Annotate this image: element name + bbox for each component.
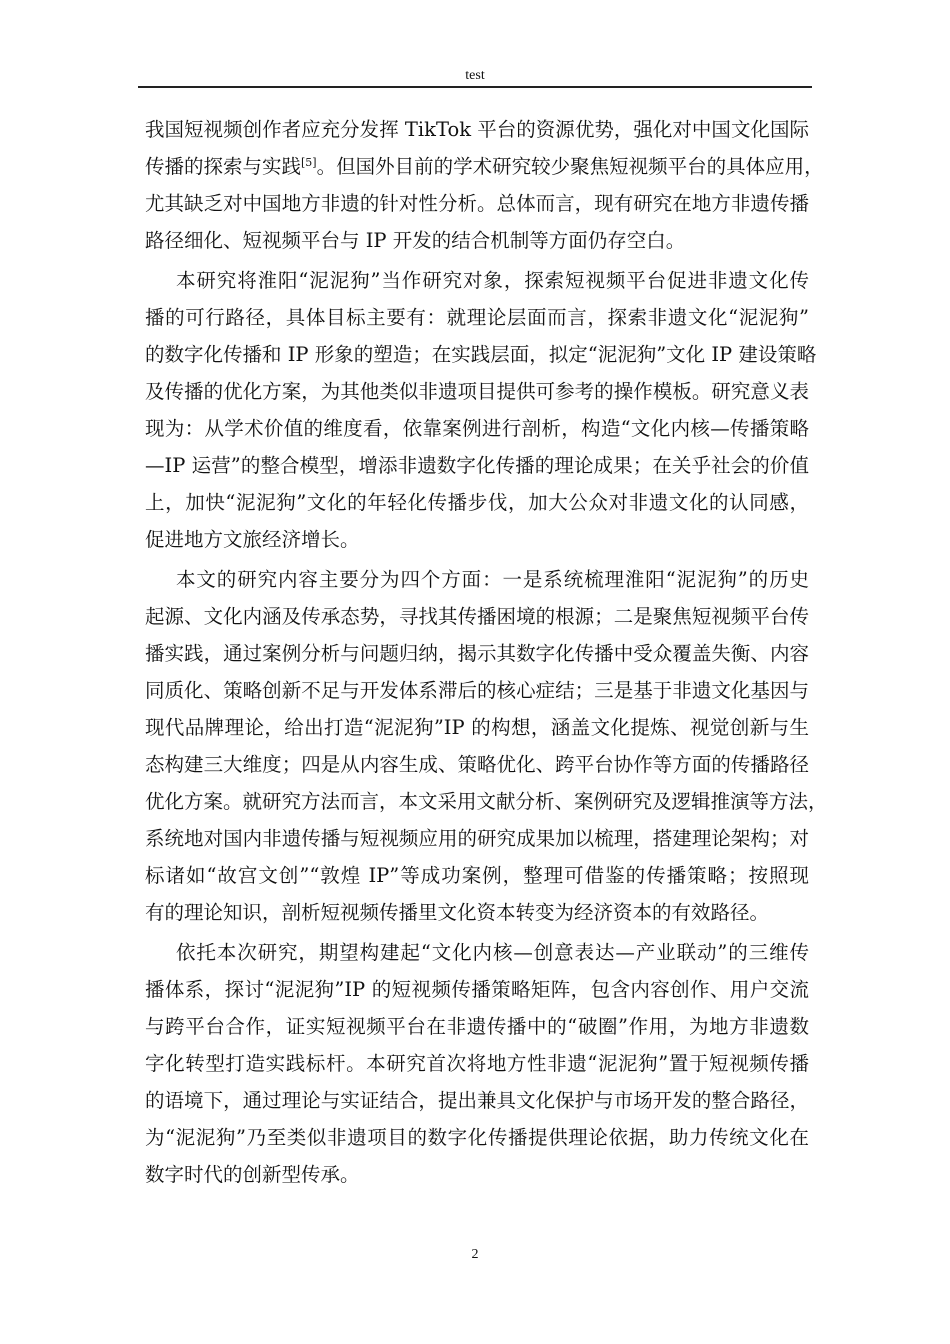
text-line: 数字时代的创新型传承。: [145, 1163, 360, 1186]
text-line: 尤其缺乏对中国地方非遗的针对性分析。总体而言，现有研究在地方非遗传播: [145, 192, 809, 215]
text-line: 字化转型打造实践标杆。本研究首次将地方性非遗“泥泥狗”置于短视频传播: [145, 1052, 809, 1075]
header-rule: [138, 86, 812, 88]
paragraph: [145, 561, 828, 931]
text-line: 播的可行路径，具体目标主要有：就理论层面而言，探索非遗文化“泥泥狗”: [145, 306, 809, 329]
text-segment: 。但国外目前的学术研究较少聚焦短视频平台的具体应用，: [316, 155, 824, 178]
text-line: 标诸如“故宫文创”“敦煌 IP”等成功案例，整理可借鉴的传播策略；按照现: [145, 864, 809, 887]
text-line: 路径细化、短视频平台与 IP 开发的结合机制等方面仍存空白。: [145, 229, 686, 252]
text-line: 起源、文化内涵及传承态势，寻找其传播困境的根源；二是聚焦短视频平台传: [145, 605, 809, 628]
page-number: 2: [471, 1247, 479, 1262]
text-line: 本文的研究内容主要分为四个方面：一是系统梳理淮阳“泥泥狗”的历史: [176, 568, 809, 591]
text-segment: 传播的探索与实践: [145, 155, 302, 178]
document-body: [145, 111, 828, 1196]
text-line: 同质化、策略创新不足与开发体系滞后的核心症结；三是基于非遗文化基因与: [145, 679, 809, 702]
paragraph: [145, 934, 809, 1193]
paragraph: [145, 262, 817, 558]
text-line: 我国短视频创作者应充分发挥 TikTok 平台的资源优势，强化对中国文化国际: [145, 118, 809, 141]
text-line: 的数字化传播和 IP 形象的塑造；在实践层面，拟定“泥泥狗”文化 IP 建设策略: [145, 343, 817, 366]
page-header: test: [465, 68, 485, 83]
text-line: 系统地对国内非遗传播与短视频应用的研究成果加以梳理，搭建理论架构；对: [145, 827, 809, 850]
text-line: 态构建三大维度；四是从内容生成、策略优化、跨平台协作等方面的传播路径: [145, 753, 809, 776]
text-line: [145, 148, 824, 185]
text-line: 现为：从学术价值的维度看，依靠案例进行剖析，构造“文化内核—传播策略: [145, 417, 809, 440]
paragraph: [145, 111, 824, 259]
citation-reference[interactable]: [5]: [301, 156, 317, 169]
text-line: 现代品牌理论，给出打造“泥泥狗”IP 的构想，涵盖文化提炼、视觉创新与生: [145, 716, 809, 739]
text-line: 上，加快“泥泥狗”文化的年轻化传播步伐，加大公众对非遗文化的认同感，: [145, 491, 809, 514]
text-line: 与跨平台合作，证实短视频平台在非遗传播中的“破圈”作用，为地方非遗数: [145, 1015, 809, 1038]
text-line: 的语境下，通过理论与实证结合，提出兼具文化保护与市场开发的整合路径，: [145, 1089, 809, 1112]
text-line: 依托本次研究，期望构建起“文化内核—创意表达—产业联动”的三维传: [176, 941, 809, 964]
text-line: 播实践，通过案例分析与问题归纳，揭示其数字化传播中受众覆盖失衡、内容: [145, 642, 809, 665]
text-line: 播体系，探讨“泥泥狗”IP 的短视频传播策略矩阵，包含内容创作、用户交流: [145, 978, 809, 1001]
text-line: 本研究将淮阳“泥泥狗”当作研究对象，探索短视频平台促进非遗文化传: [176, 269, 809, 292]
text-line: 为“泥泥狗”乃至类似非遗项目的数字化传播提供理论依据，助力传统文化在: [145, 1126, 809, 1149]
text-line: 优化方案。就研究方法而言，本文采用文献分析、案例研究及逻辑推演等方法，: [145, 790, 828, 813]
text-line: 促进地方文旅经济增长。: [145, 528, 360, 551]
text-line: 及传播的优化方案，为其他类似非遗项目提供可参考的操作模板。研究意义表: [145, 380, 809, 403]
text-line: —IP 运营”的整合模型，增添非遗数字化传播的理论成果；在关乎社会的价值: [145, 454, 809, 477]
text-line: 有的理论知识，剖析短视频传播里文化资本转变为经济资本的有效路径。: [145, 901, 770, 924]
